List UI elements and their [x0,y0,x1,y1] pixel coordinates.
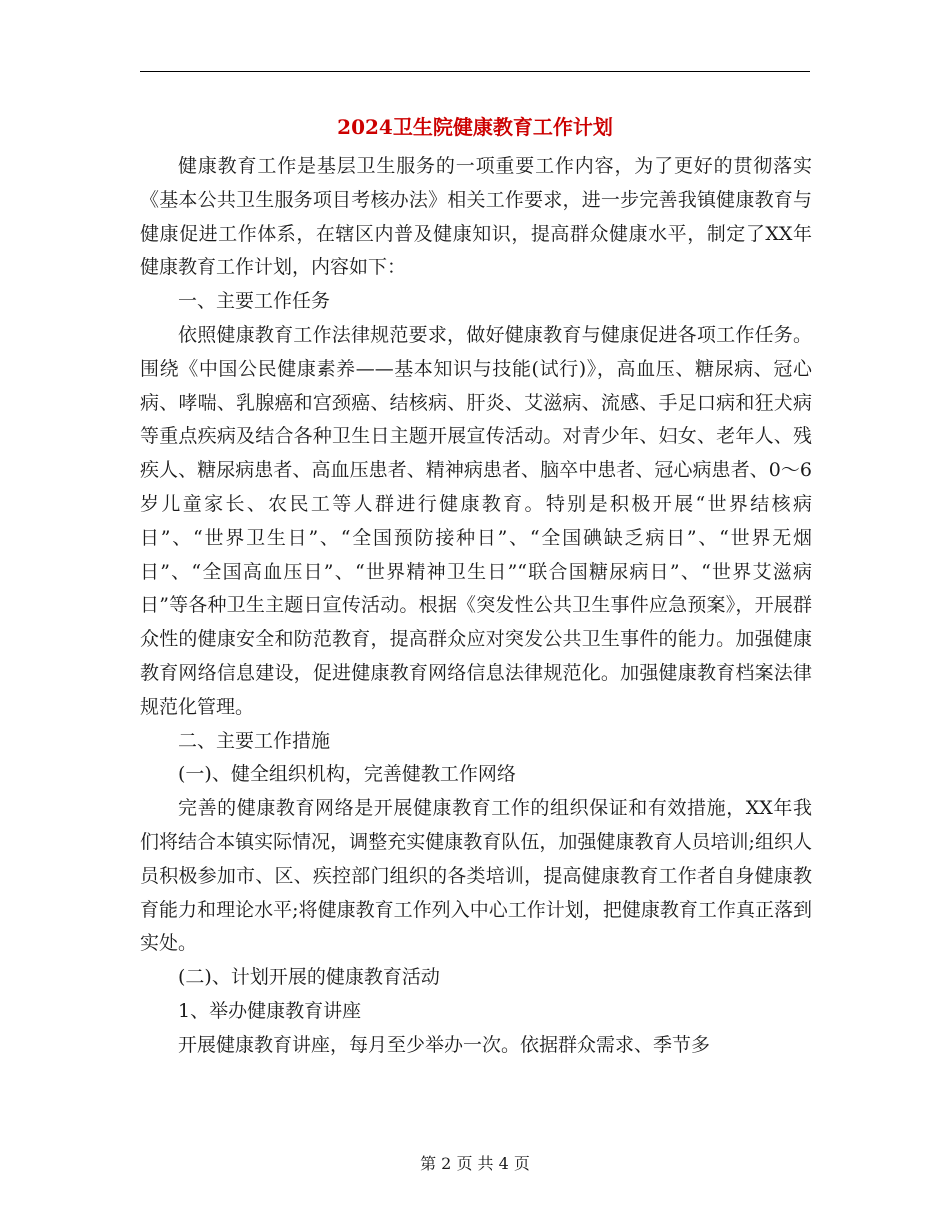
document-title: 2024卫生院健康教育工作计划 [337,115,613,139]
organization-paragraph: 完善的健康教育网络是开展健康教育工作的组织保证和有效措施，XX年我们将结合本镇实际情况，调整充实健康教育队伍，加强健康教育人员培训;组织人员积极参加市、区、疾控部门组织的各类培训，提高健康教育工作者自身健康教育能力和理论水平;将健康教育工作列入中心工作计划，把健康教育工作真正落到实处。 [140,797,812,955]
subsection-heading-organization: (一)、健全组织机构，完善健教工作网络 [178,763,516,786]
subsection-heading-activities: (二)、计划开展的健康教育活动 [178,966,440,989]
item-heading-lectures: 1、举办健康教育讲座 [178,999,362,1022]
page-footer: 第 2 页 共 4 页 [420,1154,530,1173]
intro-paragraph: 健康教育工作是基层卫生服务的一项重要工作内容，为了更好的贯彻落实《基本公共卫生服务项目考核办法》相关工作要求，进一步完善我镇健康教育与健康促进工作体系，在辖区内普及健康知识，提高群众健康水平，制定了XX年健康教育工作计划，内容如下： [140,155,812,279]
header-rule [140,71,810,72]
section-heading-tasks: 一、主要工作任务 [178,290,331,313]
section-heading-measures: 二、主要工作措施 [178,729,331,752]
document-body [140,150,812,1063]
tasks-paragraph: 依照健康教育工作法律规范要求，做好健康教育与健康促进各项工作任务。围绕《中国公民健康素养——基本知识与技能(试行)》，高血压、糖尿病、冠心病、哮喘、乳腺癌和宫颈癌、结核病、肝炎、艾滋病、流感、手足口病和狂犬病等重点疾病及结合各种卫生日主题开展宣传活动。对青少年、妇女、老年人、残疾人、糖尿病患者、高血压患者、精神病患者、脑卒中患者、冠心病患者、0～6岁儿童家长、农民工等人群进行健康教育。特别是积极开展“世界结核病日”、“世界卫生日”、“全国预防接种日”、“全国碘缺乏病日”、“世界无烟日”、“全国高血压日”、“世界精神卫生日”“联合国糖尿病日”、“世界艾滋病日”等各种卫生主题日宣传活动。根据《突发性公共卫生事件应急预案》，开展群众性的健康安全和防范教育，提高群众应对突发公共卫生事件的能力。加强健康教育网络信息建设，促进健康教育网络信息法律规范化。加强健康教育档案法律规范化管理。 [140,323,812,718]
lectures-paragraph: 开展健康教育讲座，每月至少举办一次。依据群众需求、季节多 [178,1033,711,1056]
